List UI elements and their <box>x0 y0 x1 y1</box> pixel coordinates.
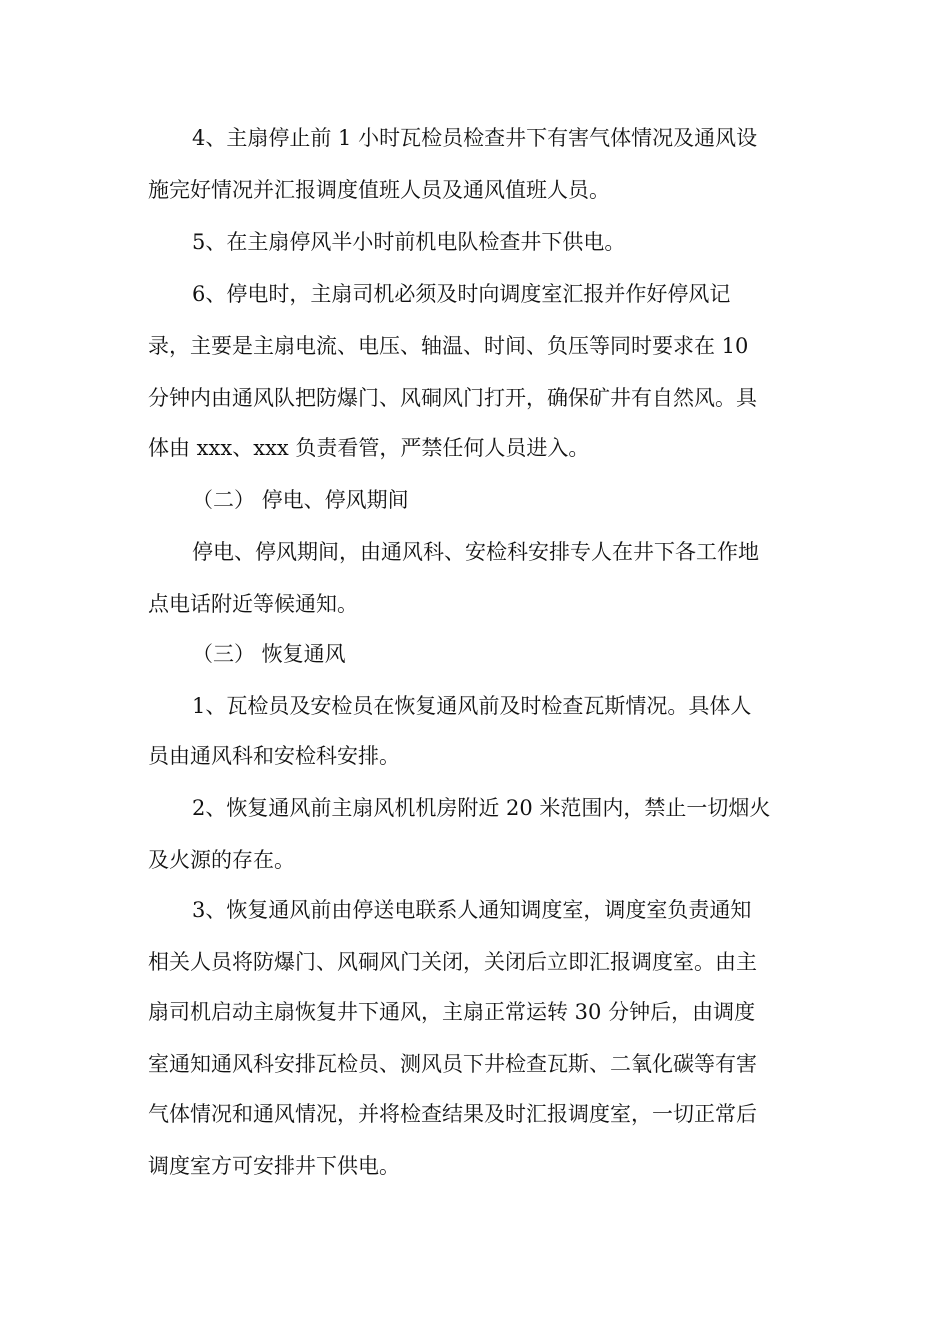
restore-item-2-line-1: 2、恢复通风前主扇风机机房附近 20 米范围内，禁止一切烟火 <box>192 796 771 820</box>
paragraph-6-line-4: 体由 xxx、xxx 负责看管，严禁任何人员进入。 <box>148 436 590 460</box>
paragraph-6-line-1: 6、停电时，主扇司机必须及时向调度室汇报并作好停风记 <box>192 282 731 306</box>
restore-item-3-line-4: 室通知通风科安排瓦检员、测风员下井检查瓦斯、二氧化碳等有害 <box>148 1052 757 1076</box>
section-heading-2: （二） 停电、停风期间 <box>192 488 409 512</box>
restore-item-2-line-2: 及火源的存在。 <box>148 848 295 872</box>
paragraph-4-line-1: 4、主扇停止前 1 小时瓦检员检查井下有害气体情况及通风设 <box>192 126 758 150</box>
paragraph-6-line-3: 分钟内由通风队把防爆门、风硐风门打开，确保矿井有自然风。具 <box>148 386 757 410</box>
section-2-paragraph-line-1: 停电、停风期间，由通风科、安检科安排专人在井下各工作地 <box>192 540 759 564</box>
restore-item-3-line-5: 气体情况和通风情况，并将检查结果及时汇报调度室，一切正常后 <box>148 1102 757 1126</box>
paragraph-4-line-2: 施完好情况并汇报调度值班人员及通风值班人员。 <box>148 178 610 202</box>
paragraph-6-line-2: 录，主要是主扇电流、电压、轴温、时间、负压等同时要求在 10 <box>148 334 749 358</box>
paragraph-5-line-1: 5、在主扇停风半小时前机电队检查井下供电。 <box>192 230 626 254</box>
restore-item-1-line-2: 员由通风科和安检科安排。 <box>148 744 400 768</box>
section-heading-3: （三） 恢复通风 <box>192 642 346 666</box>
restore-item-3-line-1: 3、恢复通风前由停送电联系人通知调度室，调度室负责通知 <box>192 898 752 922</box>
restore-item-1-line-1: 1、瓦检员及安检员在恢复通风前及时检查瓦斯情况。具体人 <box>192 694 752 718</box>
restore-item-3-line-6: 调度室方可安排井下供电。 <box>148 1154 400 1178</box>
restore-item-3-line-3: 扇司机启动主扇恢复井下通风，主扇正常运转 30 分钟后，由调度 <box>148 1000 756 1024</box>
restore-item-3-line-2: 相关人员将防爆门、风硐风门关闭，关闭后立即汇报调度室。由主 <box>148 950 757 974</box>
section-2-paragraph-line-2: 点电话附近等候通知。 <box>148 592 358 616</box>
